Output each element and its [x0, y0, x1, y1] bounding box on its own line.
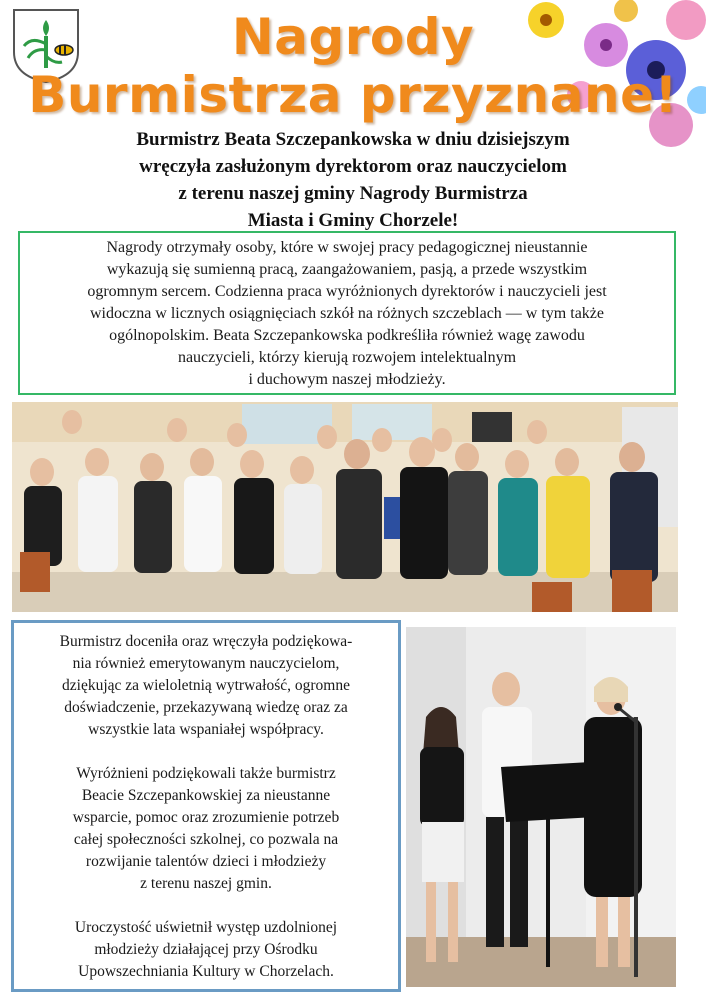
- thanks-line: Uroczystość uświetnił występ uzdolnionej: [74, 919, 338, 936]
- page-title-line2: Burmistrza przyznane!: [28, 66, 678, 124]
- thanks-line: doświadczenie, przekazywaną wiedzę oraz za: [64, 699, 348, 716]
- subtitle: [60, 126, 646, 234]
- thanks-line: Wyróżnieni podziękowali także burmistrz: [76, 765, 336, 782]
- subtitle-line: wręczyła zasłużonym dyrektorom oraz nauczycielom: [139, 156, 567, 177]
- thanks-line: wsparcie, pomoc oraz zrozumienie potrzeb: [72, 809, 340, 826]
- page-title-line1: Nagrody: [231, 8, 475, 66]
- thanks-line: Upowszechniania Kultury w Chorzelach.: [78, 963, 334, 980]
- subtitle-line: Burmistrz Beata Szczepankowska w dniu dzisiejszym: [136, 129, 570, 150]
- thanks-line: wszystkie lata wspaniałej współpracy.: [88, 721, 324, 738]
- intro-line: wykazują się sumienną pracą, zaangażowaniem, pasją, a przede wszystkim: [106, 261, 588, 278]
- subtitle-line: z terenu naszej gminy Nagrody Burmistrza: [178, 183, 528, 204]
- thanks-paragraph-2: [20, 763, 392, 895]
- intro-line: ogólnopolskim. Beata Szczepankowska podkreśliła również wagę zawodu: [109, 327, 585, 344]
- subtitle-line: Miasta i Gminy Chorzele!: [247, 210, 459, 231]
- thanks-line: dziękując za wieloletnią wytrwałość, ogromne: [62, 677, 350, 694]
- intro-line: widoczna w licznych osiągnięciach szkół na różnych szczeblach — w tym także: [89, 305, 604, 322]
- intro-line: ogromnym sercem. Codzienna praca wyróżnionych dyrektorów i nauczycieli jest: [87, 283, 607, 300]
- thanks-paragraph-1: [20, 631, 392, 741]
- thanks-text-box: [11, 620, 401, 992]
- thanks-line: Beacie Szczepankowskiej za nieustanne: [81, 787, 331, 804]
- intro-text-box: [18, 231, 676, 395]
- thanks-line: Burmistrz doceniła oraz wręczyła podziękowa-: [59, 633, 353, 650]
- intro-line: Nagrody otrzymały osoby, które w swojej pracy pedagogicznej nieustannie: [106, 239, 588, 256]
- intro-line: i duchowym naszej młodzieży.: [248, 371, 446, 388]
- thanks-line: rozwijanie talentów dzieci i młodzieży: [85, 853, 327, 870]
- thanks-line: całej społeczności szkolnej, co pozwala na: [73, 831, 339, 848]
- group-photo: [12, 402, 678, 612]
- thanks-line: z terenu naszej gmin.: [140, 875, 272, 892]
- thanks-line: młodzieży działającej przy Ośrodku: [94, 941, 318, 958]
- performance-photo: [406, 627, 676, 987]
- thanks-paragraph-3: [20, 917, 392, 983]
- thanks-line: nia również emerytowanym nauczycielom,: [72, 655, 340, 672]
- intro-line: nauczycieli, którzy kierują rozwojem intelektualnym: [177, 349, 517, 366]
